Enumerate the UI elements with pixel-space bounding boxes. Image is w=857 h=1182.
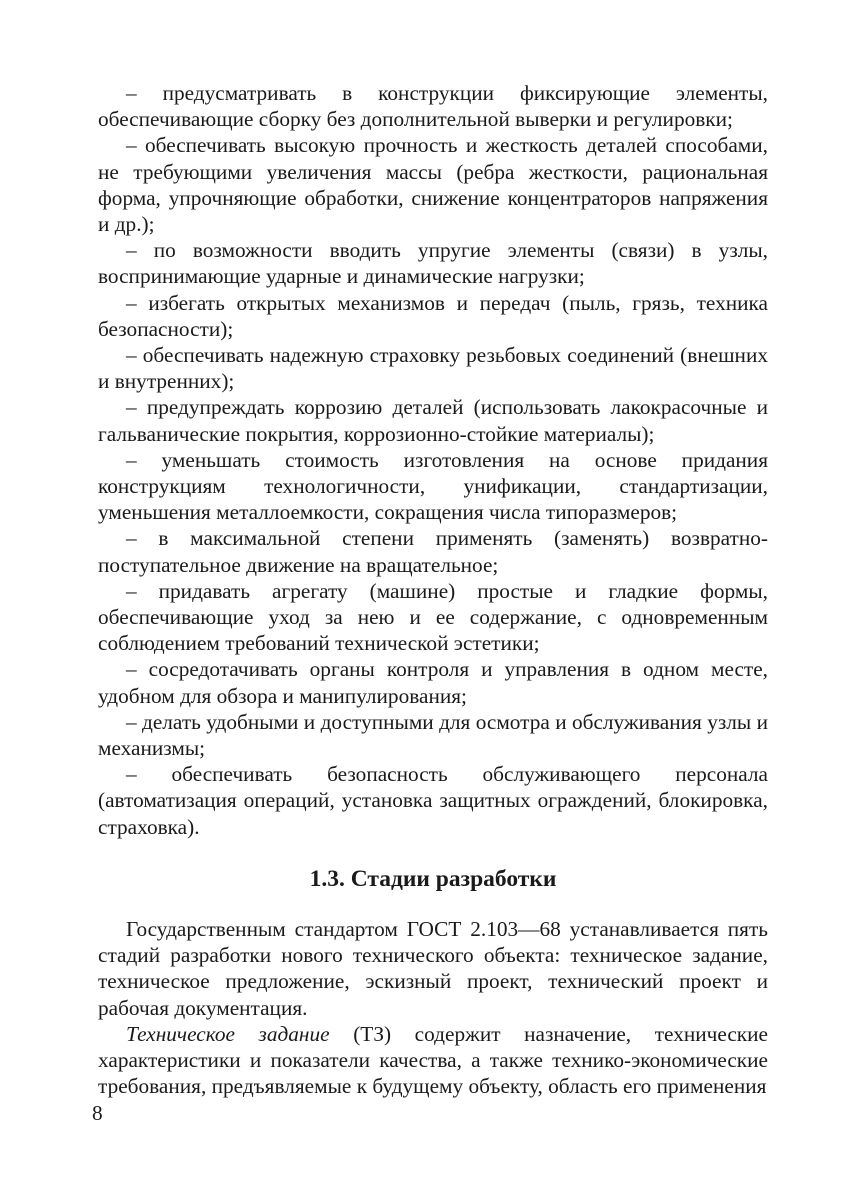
list-item: – придавать агрегату (машине) простые и гладкие формы, обеспечивающие уход за нею и ее содержание, с одновременным соблюдением требований технической эстетики; [98,578,768,656]
list-item: – по возможности вводить упругие элементы (связи) в узлы, воспринимающие ударные и динамические нагрузки; [98,238,768,289]
list-item: – предупреждать коррозию деталей (использовать лакокрасочные и гальванические покрытия, коррозионно-стойкие материалы); [98,395,768,446]
list-item: – обеспечивать высокую прочность и жесткость деталей способами, не требующими увеличения массы (ребра жесткости, рациональная форма, упрочняющие обработки, снижение концентраторов напряжения и др.); [98,133,768,237]
page-content [98,80,768,1099]
list-item: – в максимальной степени применять (заменять) возвратно-поступательное движение на вращательное; [98,526,768,577]
list-item: – избегать открытых механизмов и передач (пыль, грязь, техника безопасности); [98,290,768,341]
section-heading: 1.3. Стадии разработки [309,865,557,892]
paragraph-text: (ТЗ) содержит назначение, технические характеристики и показатели качества, а также технико-экономические требования, предъявляемые к будущему объекту, область его применения [98,1021,768,1099]
list-item: – уменьшать стоимость изготовления на основе придания конструкциям технологичности, унификации, стандартизации, уменьшения металлоемкости, сокращения числа типоразмеров; [98,447,768,525]
page-number: 8 [92,1101,103,1125]
list-item: – предусматривать в конструкции фиксирующие элементы, обеспечивающие сборку без дополнительной выверки и регулировки; [98,81,768,132]
list-item: – обеспечивать надежную страховку резьбовых соединений (внешних и внутренних); [98,343,768,394]
section-paragraph-stages: Государственным стандартом ГОСТ 2.103—68 устанавливается пять стадий разработки нового технического объекта: техническое задание, техническое предложение, эскизный проект, технический проект и рабочая документация. [98,916,768,1020]
list-item: – делать удобными и доступными для осмотра и обслуживания узлы и механизмы; [98,709,768,761]
term-technical-task: Техническое задание [126,1021,330,1046]
section-paragraph-technical-task [98,1021,768,1100]
requirements-list [98,80,768,840]
list-item: – обеспечивать безопасность обслуживающего персонала (автоматизация операций, установка защитных ограждений, блокировка, страховка). [98,762,768,839]
list-item: – сосредотачивать органы контроля и управления в одном месте, удобном для обзора и манипулирования; [98,657,768,708]
